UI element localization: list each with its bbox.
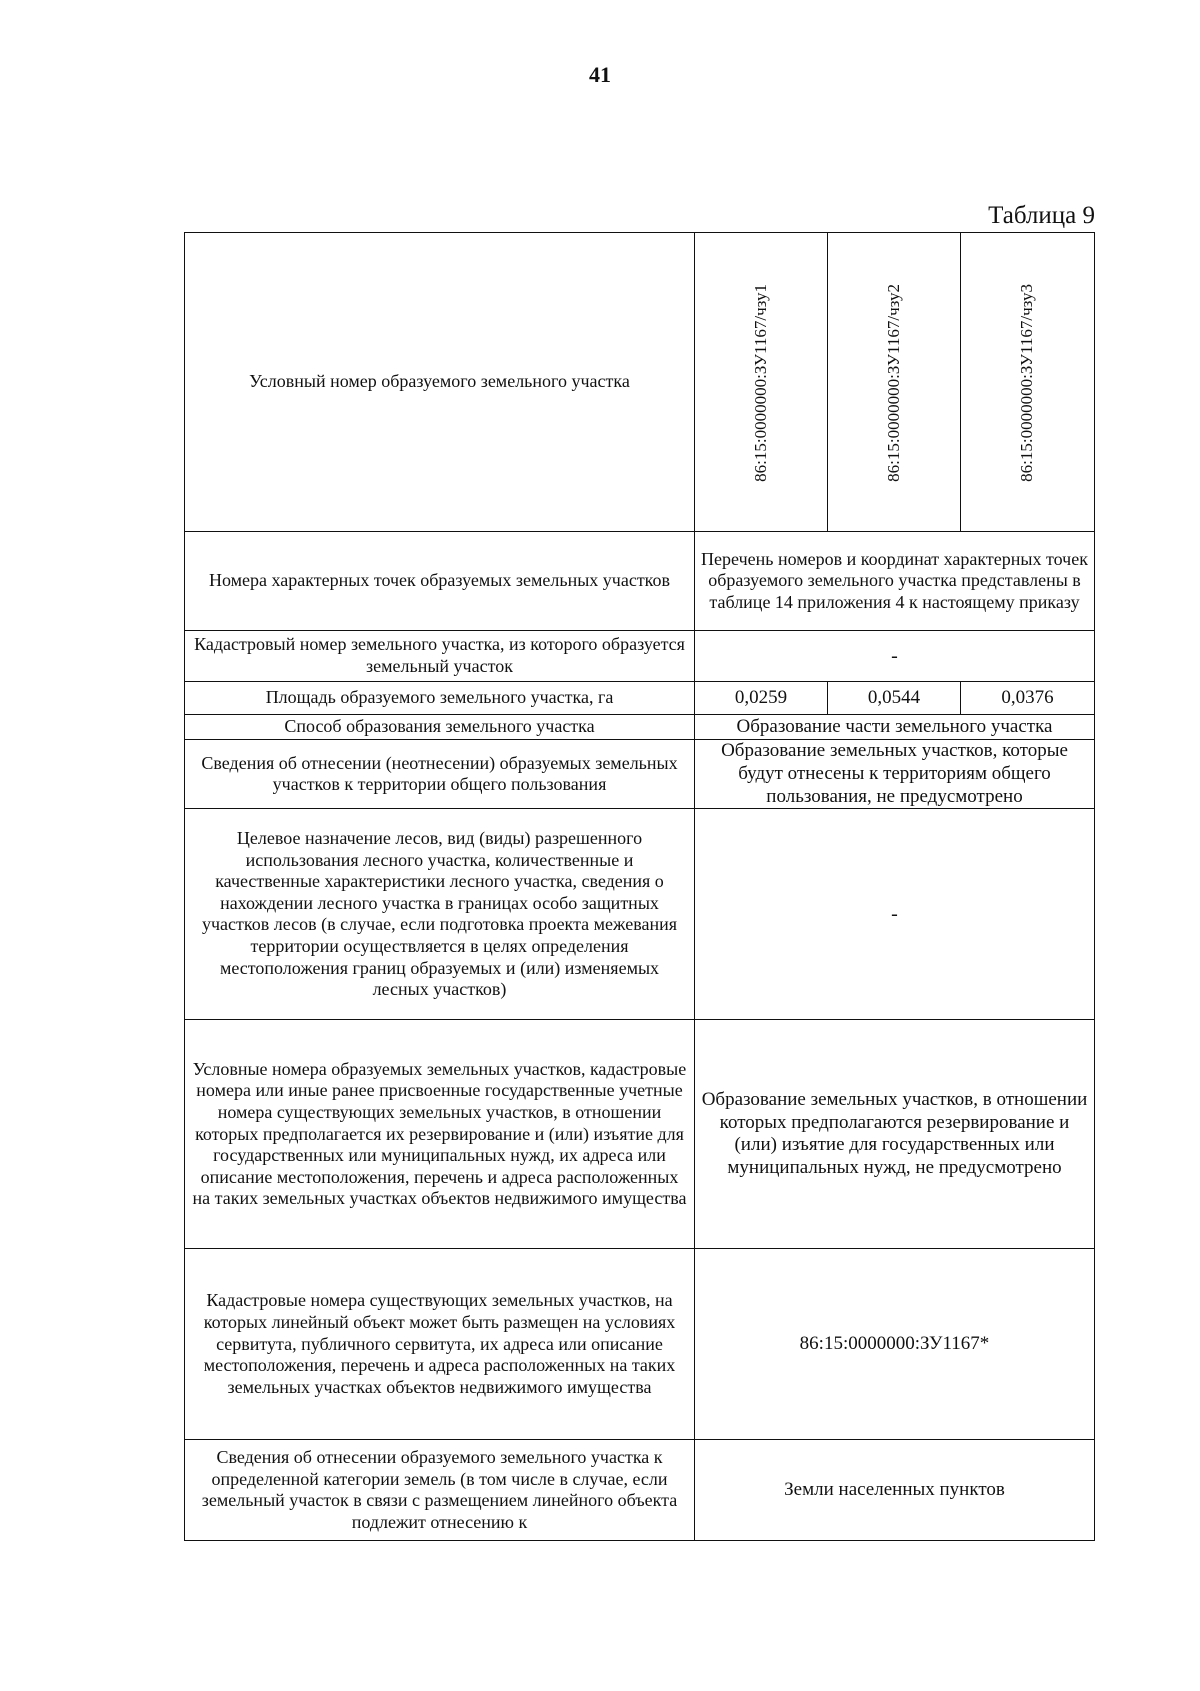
table-row [185,740,1095,809]
cadastral-source-value: - [695,631,1095,682]
area-label: Площадь образуемого земельного участка, га [185,682,695,715]
table-row [185,532,1095,631]
category-label: Сведения об отнесении образуемого земельного участка к определенной категории земель (в том числе в случае, если земельный участок в связи с размещением линейного объекта подлежит отнесению к [185,1440,695,1541]
plot-id-1 [695,233,828,532]
table-caption: Таблица 9 [988,202,1095,229]
points-value: Перечень номеров и координат характерных точек образуемого земельного участка представлены в таблице 14 приложения 4 к настоящему приказу [695,532,1095,631]
reservation-label: Условные номера образуемых земельных участков, кадастровые номера или иные ранее присвоенные государственные учетные номера существующих земельных участков, в отношении которых предполагается их резервирование и (или) изъятие для государственных или муниципальных нужд, их адреса или описание местоположения, перечень и адреса расположенных на таких земельных участках объектов недвижимого имущества [185,1020,695,1249]
public-use-value: Образование земельных участков, которые будут отнесены к территориям общего пользования, не предусмотрено [695,740,1095,809]
public-use-label: Сведения об отнесении (неотнесении) образуемых земельных участков к территории общего пользования [185,740,695,809]
cadastral-source-label: Кадастровый номер земельного участка, из которого образуется земельный участок [185,631,695,682]
plot-id-3-text: 86:15:0000000:ЗУ1167/чзу3 [1017,283,1037,482]
forest-value: - [695,809,1095,1020]
plot-id-2 [828,233,961,532]
table-row [185,1440,1095,1541]
plot-id-1-text: 86:15:0000000:ЗУ1167/чзу1 [750,283,770,482]
page-number: 41 [589,62,611,87]
servitude-label: Кадастровые номера существующих земельных участков, на которых линейный объект может быть размещен на условиях сервитута, публичного сервитута, их адреса или описание местоположения, перечень и адреса расположенных на таких земельных участках объектов недвижимого имущества [185,1249,695,1440]
table-row [185,631,1095,682]
plot-id-2-text: 86:15:0000000:ЗУ1167/чзу2 [883,283,903,482]
method-value: Образование части земельного участка [695,715,1095,740]
land-plot-table [184,232,1095,1541]
servitude-value: 86:15:0000000:ЗУ1167* [695,1249,1095,1440]
area-value-3: 0,0376 [961,682,1095,715]
area-value-1: 0,0259 [695,682,828,715]
method-label: Способ образования земельного участка [185,715,695,740]
table-row-header [185,233,1095,532]
table-row [185,682,1095,715]
forest-label: Целевое назначение лесов, вид (виды) разрешенного использования лесного участка, количественные и качественные характеристики лесного участка, сведения о нахождении лесного участка в границах особо защитных участков лесов (в случае, если подготовка проекта межевания территории осуществляется в целях определения местоположения границ образуемых и (или) изменяемых лесных участков) [185,809,695,1020]
table-row [185,1020,1095,1249]
points-label: Номера характерных точек образуемых земельных участков [185,532,695,631]
table-row [185,809,1095,1020]
plot-id-3 [961,233,1095,532]
header-label: Условный номер образуемого земельного участка [185,233,695,532]
reservation-value: Образование земельных участков, в отношении которых предполагаются резервирование и (или) изъятие для государственных или муниципальных нужд, не предусмотрено [695,1020,1095,1249]
area-value-2: 0,0544 [828,682,961,715]
table-row [185,1249,1095,1440]
category-value: Земли населенных пунктов [695,1440,1095,1541]
table-row [185,715,1095,740]
